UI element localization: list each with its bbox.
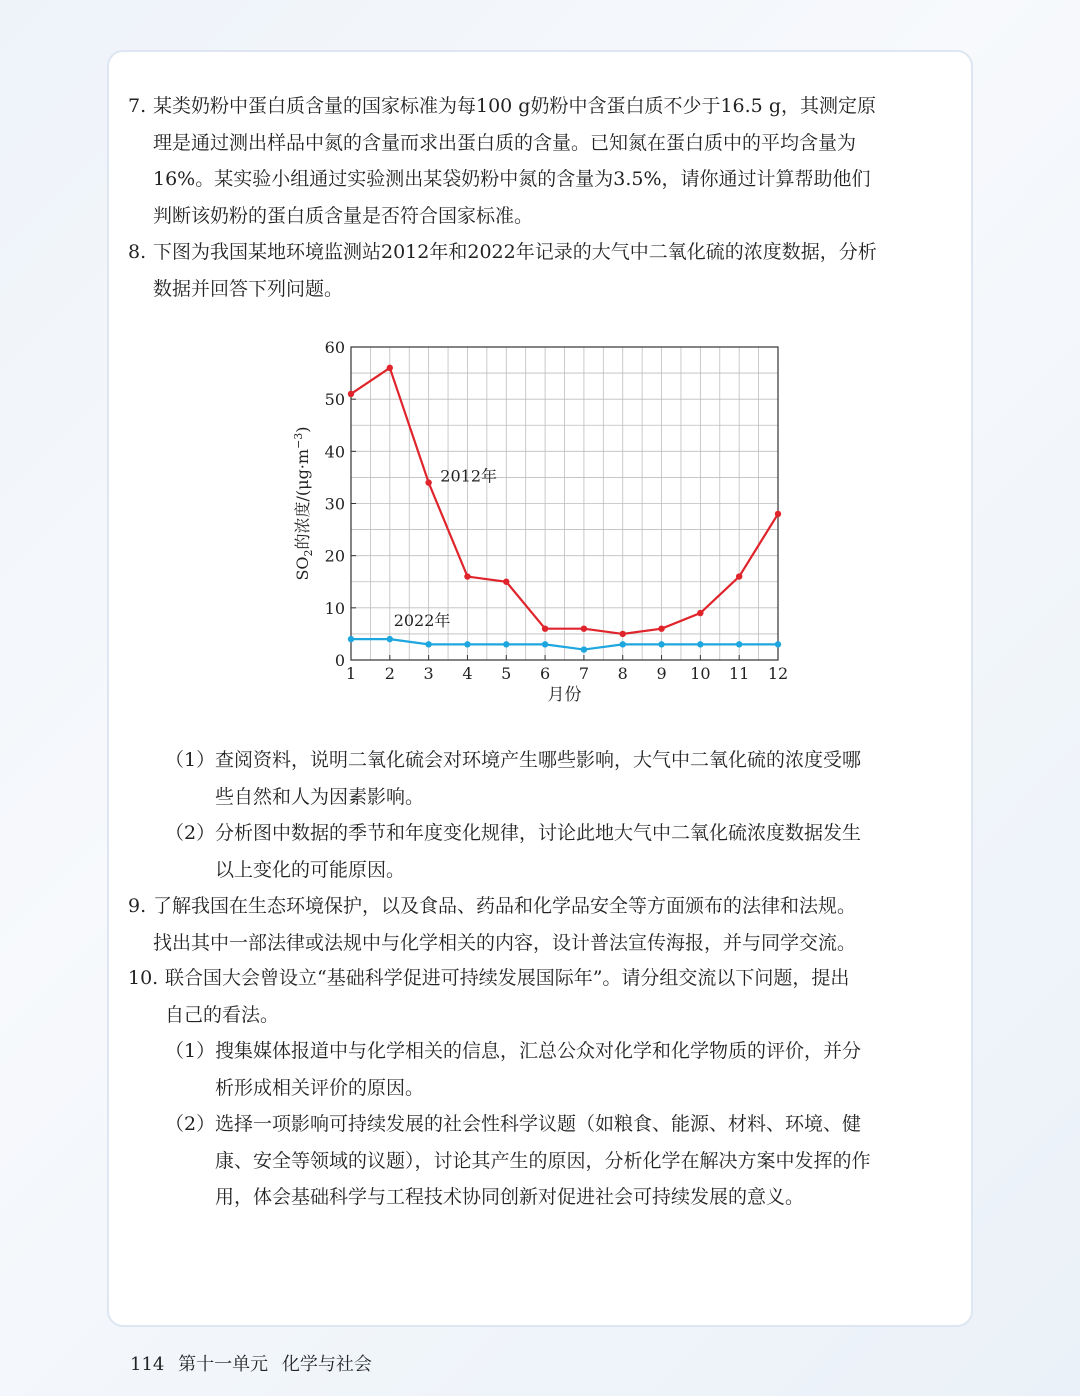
data-point [425,641,431,647]
y-axis-label-part: ) [293,426,312,433]
data-point [425,479,431,485]
question-line: 搜集媒体报道中与化学相关的信息，汇总公众对化学和化学物质的评价，并分 [215,1040,862,1062]
x-tick-label: 8 [617,664,628,683]
page-number: 114 [130,1354,165,1375]
question-line: 康、安全等领域的议题），讨论其产生的原因，分析化学在解决方案中发挥的作 [215,1149,871,1172]
sub-label: （2） [165,822,216,844]
data-point [775,641,781,647]
x-tick-label: 12 [767,664,789,683]
unit-name: 第十一单元 [178,1354,269,1375]
x-tick-label: 10 [690,664,711,683]
question-line: 选择一项影响可持续发展的社会性科学议题（如粮食、能源、材料、环境、健 [215,1113,862,1135]
so2-line-chart [280,330,820,710]
data-point [736,641,742,647]
x-tick-label: 6 [539,664,551,683]
data-point [581,626,587,632]
sub-label: （1） [165,1040,216,1062]
question-line: 以上变化的可能原因。 [215,858,406,881]
x-tick-label: 4 [462,664,473,683]
question-line: 判断该奶粉的蛋白质含量是否符合国家标准。 [153,204,534,227]
data-point [542,626,548,632]
y-axis-label-part: −3 [292,432,305,449]
data-point [620,631,626,637]
y-tick-label: 20 [324,546,345,566]
x-tick-label: 2 [384,664,395,683]
question-line: 用，体会基础科学与工程技术协同创新对促进社会可持续发展的意义。 [215,1186,805,1208]
question-8-sub-2 [165,815,950,888]
question-line: 自己的看法。 [165,1003,280,1026]
question-line: 联合国大会曾设立“基础科学促进可持续发展国际年”。请分组交流以下问题，提出 [165,967,850,989]
x-tick-label: 11 [729,664,750,683]
question-line: 分析图中数据的季节和年度变化规律，讨论此地大气中二氧化硫浓度数据发生 [215,822,862,844]
data-point [581,646,587,652]
data-point [503,641,509,647]
data-point [387,365,393,371]
question-line: 数据并回答下列问题。 [153,277,344,300]
data-point [348,636,354,642]
question-line: 16%。某实验小组通过实验测出某袋奶粉中氮的含量为3.5%，请你通过计算帮助他们 [153,168,871,190]
sub-label: （2） [165,1113,216,1135]
question-number: 7. [128,95,147,117]
data-point [697,610,703,616]
y-tick-label: 0 [334,651,345,670]
data-point [464,641,470,647]
series-label: 2012年 [440,466,498,486]
x-tick-label: 3 [423,664,434,683]
data-point [542,641,548,647]
x-axis-label: 月份 [547,685,582,705]
question-line: 某类奶粉中蛋白质含量的国家标准为每100 g奶粉中含蛋白质不少于16.5 g，其测定原 [153,95,876,117]
data-point [503,579,509,585]
question-number: 8. [128,241,147,263]
y-tick-label: 10 [324,598,345,618]
question-line: 理是通过测出样品中氮的含量而求出蛋白质的含量。已知氮在蛋白质中的平均含量为 [153,131,857,154]
y-tick-label: 40 [324,442,345,462]
x-tick-label: 5 [501,664,512,683]
y-axis-label-part: SO [293,556,312,581]
sub-label: （1） [165,749,216,771]
so2-chart [280,330,820,710]
data-point [387,636,393,642]
data-point [658,641,664,647]
data-point [464,573,470,579]
x-tick-label: 7 [578,664,590,683]
y-axis-label-part: 的浓度/(μg·m [293,448,312,550]
question-9 [128,888,950,961]
series-label: 2022年 [393,611,451,631]
y-tick-label: 60 [324,338,345,357]
question-line: 些自然和人为因素影响。 [215,785,425,808]
data-point [658,626,664,632]
data-point [697,641,703,647]
y-axis-label-part: 2 [302,549,315,557]
question-7 [128,88,950,234]
data-point [775,511,781,517]
question-line: 找出其中一部法律或法规中与化学相关的内容，设计普法宣传海报，并与同学交流。 [153,931,857,954]
question-8 [128,234,950,307]
x-tick-label: 9 [656,664,667,683]
question-10 [128,960,950,1033]
question-number: 9. [128,895,147,917]
data-point [736,573,742,579]
page-footer [130,1350,380,1376]
unit-title: 化学与社会 [281,1354,372,1375]
data-point [348,391,354,397]
question-10-sub-1 [165,1033,950,1106]
x-tick-label: 1 [345,664,357,683]
question-line: 下图为我国某地环境监测站2012年和2022年记录的大气中二氧化硫的浓度数据，分析 [153,241,877,263]
question-line: 查阅资料，说明二氧化硫会对环境产生哪些影响，大气中二氧化硫的浓度受哪 [215,749,862,771]
y-tick-label: 30 [324,494,345,514]
question-line: 析形成相关评价的原因。 [215,1076,425,1099]
data-point [620,641,626,647]
y-tick-label: 50 [324,390,345,410]
y-axis-label [292,426,315,580]
question-8-sub-1 [165,742,950,815]
question-10-sub-2 [165,1106,950,1216]
question-number: 10. [128,967,159,989]
question-line: 了解我国在生态环境保护，以及食品、药品和化学品安全等方面颁布的法律和法规。 [153,895,857,917]
